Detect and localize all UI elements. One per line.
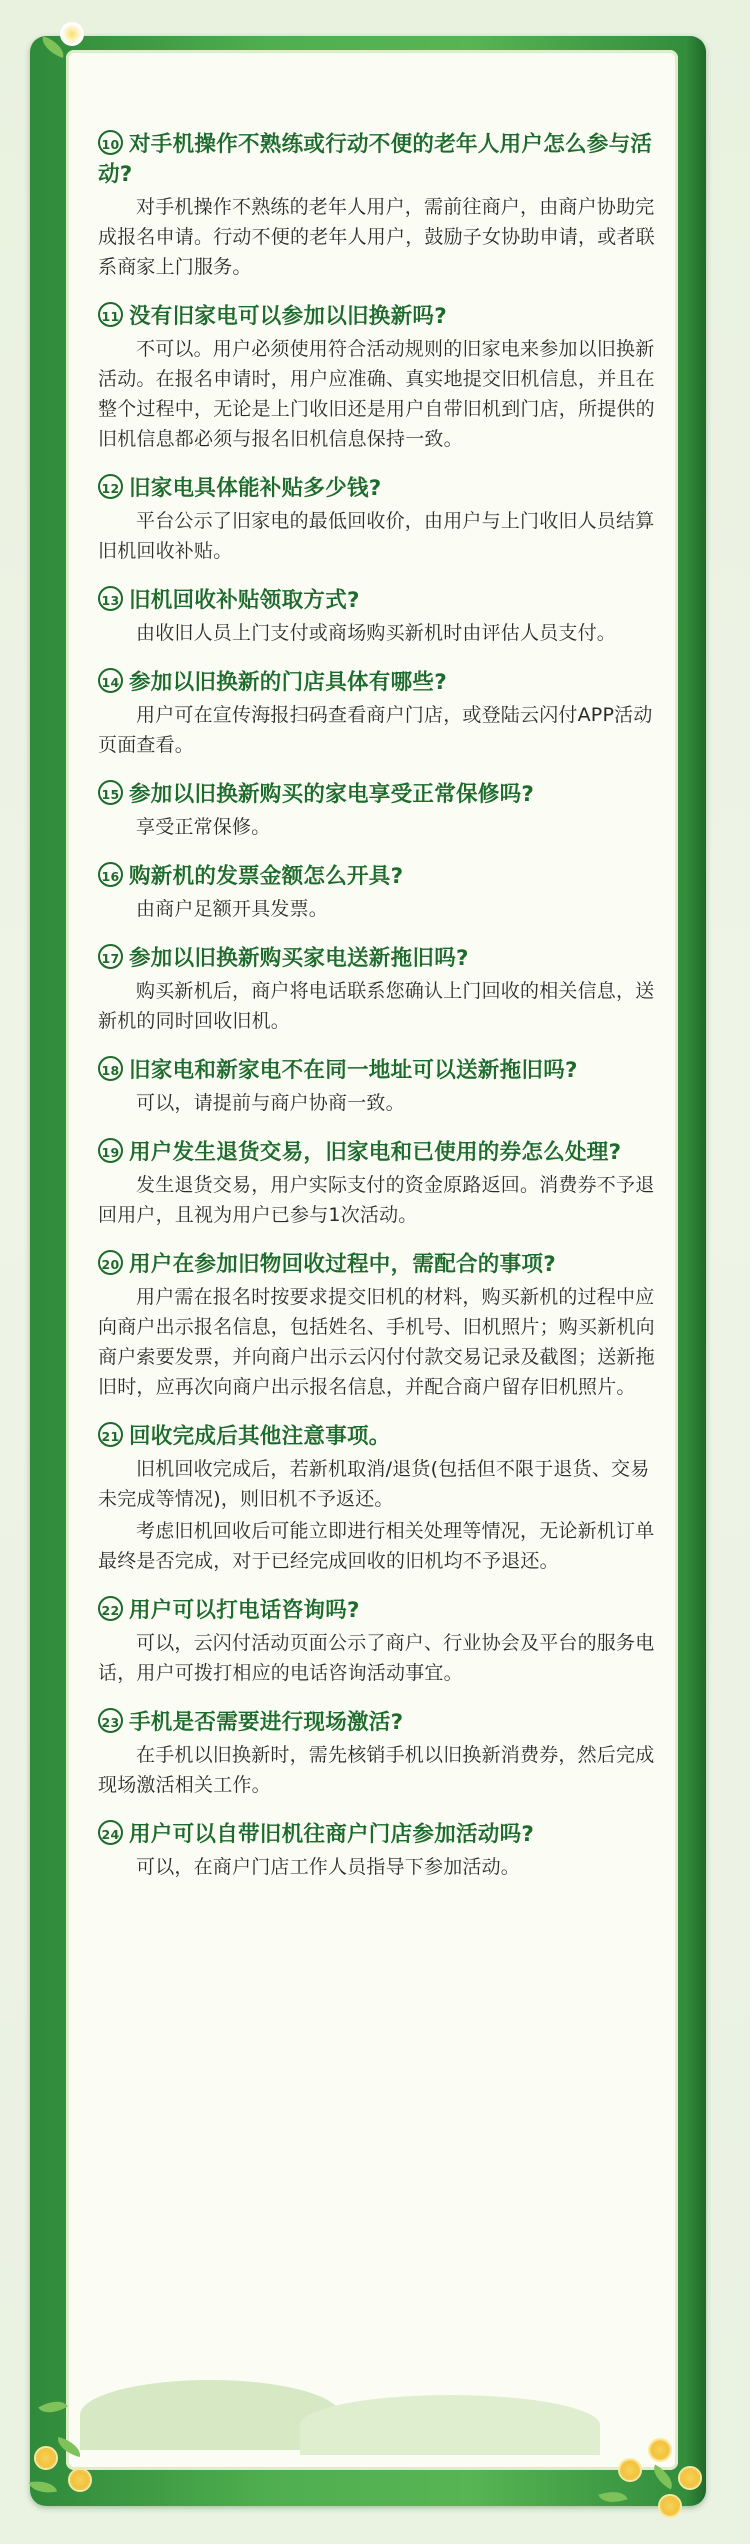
faq-item bbox=[98, 1708, 666, 1800]
question-text: 购新机的发票金额怎么开具? bbox=[129, 864, 404, 889]
faq-item bbox=[98, 1596, 666, 1688]
faq-item bbox=[98, 1138, 666, 1230]
faq-answer: 不可以。用户必须使用符合活动规则的旧家电来参加以旧换新活动。在报名申请时，用户应准确、真实地提交旧机信息，并且在整个过程中，无论是上门收旧还是用户自带旧机到门店，所提供的旧机信息都必须与报名旧机信息保持一致。 bbox=[98, 338, 655, 450]
faq-question bbox=[98, 780, 666, 810]
question-number-badge: 20 bbox=[98, 1250, 123, 1275]
board-shadow bbox=[686, 36, 706, 2506]
question-number-badge: 19 bbox=[98, 1138, 123, 1163]
question-number-badge: 22 bbox=[98, 1596, 123, 1621]
question-number-badge: 18 bbox=[98, 1056, 123, 1081]
yellow-flower-icon bbox=[70, 2470, 90, 2490]
faq-question bbox=[98, 862, 666, 892]
question-number-badge: 14 bbox=[98, 668, 123, 693]
faq-answer: 平台公示了旧家电的最低回收价，由用户与上门收旧人员结算旧机回收补贴。 bbox=[98, 510, 655, 562]
faq-question bbox=[98, 1056, 666, 1086]
faq-question bbox=[98, 1820, 666, 1850]
question-text: 旧家电具体能补贴多少钱? bbox=[129, 476, 382, 501]
faq-item bbox=[98, 780, 666, 842]
top-flower-icon bbox=[60, 22, 84, 46]
faq-item bbox=[98, 668, 666, 760]
faq-question bbox=[98, 944, 666, 974]
faq-item bbox=[98, 1250, 666, 1402]
question-text: 用户在参加旧物回收过程中，需配合的事项? bbox=[129, 1252, 556, 1277]
yellow-flower-icon bbox=[680, 2468, 700, 2488]
question-text: 参加以旧换新购买的家电享受正常保修吗? bbox=[129, 782, 535, 807]
faq-question bbox=[98, 474, 666, 504]
faq-item bbox=[98, 302, 666, 454]
question-text: 参加以旧换新的门店具体有哪些? bbox=[129, 670, 447, 695]
faq-question bbox=[98, 586, 666, 616]
faq-item bbox=[98, 130, 666, 282]
question-number-badge: 12 bbox=[98, 474, 123, 499]
faq-item bbox=[98, 944, 666, 1036]
faq-answer: 在手机以旧换新时，需先核销手机以旧换新消费券，然后完成现场激活相关工作。 bbox=[98, 1744, 655, 1796]
faq-answer: 发生退货交易，用户实际支付的资金原路返回。消费券不予退回用户，且视为用户已参与1次活动。 bbox=[98, 1174, 655, 1226]
question-number-badge: 23 bbox=[98, 1708, 123, 1733]
question-number-badge: 10 bbox=[98, 130, 123, 155]
faq-item bbox=[98, 1422, 666, 1576]
question-text: 用户可以自带旧机往商户门店参加活动吗? bbox=[129, 1822, 535, 1847]
faq-answer: 可以，云闪付活动页面公示了商户、行业协会及平台的服务电话，用户可拨打相应的电话咨询活动事宜。 bbox=[98, 1632, 655, 1684]
question-number-badge: 13 bbox=[98, 586, 123, 611]
hill-decoration bbox=[300, 2395, 600, 2455]
question-number-badge: 15 bbox=[98, 780, 123, 805]
faq-question bbox=[98, 130, 666, 190]
yellow-flower-icon bbox=[620, 2460, 640, 2480]
faq-list bbox=[98, 130, 666, 1902]
faq-question bbox=[98, 1708, 666, 1738]
faq-item bbox=[98, 1056, 666, 1118]
faq-answer: 由商户足额开具发票。 bbox=[136, 898, 329, 920]
question-text: 手机是否需要进行现场激活? bbox=[129, 1710, 404, 1735]
question-number-badge: 16 bbox=[98, 862, 123, 887]
faq-question bbox=[98, 1596, 666, 1626]
faq-question bbox=[98, 302, 666, 332]
question-text: 对手机操作不熟练或行动不便的老年人用户怎么参与活动? bbox=[98, 132, 653, 187]
faq-answer: 可以，在商户门店工作人员指导下参加活动。 bbox=[136, 1856, 521, 1878]
question-number-badge: 11 bbox=[98, 302, 123, 327]
faq-question bbox=[98, 1422, 666, 1452]
faq-question bbox=[98, 1250, 666, 1280]
question-text: 回收完成后其他注意事项。 bbox=[129, 1424, 391, 1449]
faq-answer: 考虑旧机回收后可能立即进行相关处理等情况，无论新机订单最终是否完成，对于已经完成回收的旧机均不予退还。 bbox=[98, 1520, 655, 1572]
faq-answer: 购买新机后，商户将电话联系您确认上门回收的相关信息，送新机的同时回收旧机。 bbox=[98, 980, 655, 1032]
yellow-flower-icon bbox=[660, 2496, 680, 2516]
question-text: 旧家电和新家电不在同一地址可以送新拖旧吗? bbox=[129, 1058, 578, 1083]
question-number-badge: 17 bbox=[98, 944, 123, 969]
yellow-flower-icon bbox=[650, 2440, 670, 2460]
faq-item bbox=[98, 586, 666, 648]
faq-answer: 可以，请提前与商户协商一致。 bbox=[136, 1092, 405, 1114]
faq-answer: 用户需在报名时按要求提交旧机的材料，购买新机的过程中应向商户出示报名信息，包括姓名、手机号、旧机照片；购买新机向商户索要发票，并向商户出示云闪付付款交易记录及截图；送新拖旧时，应再次向商户出示报名信息，并配合商户留存旧机照片。 bbox=[98, 1286, 655, 1398]
faq-answer: 由收旧人员上门支付或商场购买新机时由评估人员支付。 bbox=[136, 622, 617, 644]
question-number-badge: 24 bbox=[98, 1820, 123, 1845]
faq-item bbox=[98, 862, 666, 924]
faq-question bbox=[98, 1138, 666, 1168]
question-text: 参加以旧换新购买家电送新拖旧吗? bbox=[129, 946, 469, 971]
question-text: 用户可以打电话咨询吗? bbox=[129, 1598, 360, 1623]
question-text: 用户发生退货交易，旧家电和已使用的券怎么处理? bbox=[129, 1140, 622, 1165]
question-text: 没有旧家电可以参加以旧换新吗? bbox=[129, 304, 447, 329]
faq-answer: 享受正常保修。 bbox=[136, 816, 271, 838]
faq-answer: 对手机操作不熟练的老年人用户，需前往商户，由商户协助完成报名申请。行动不便的老年人用户，鼓励子女协助申请，或者联系商家上门服务。 bbox=[98, 196, 655, 278]
faq-item bbox=[98, 1820, 666, 1882]
faq-answer: 旧机回收完成后，若新机取消/退货(包括但不限于退货、交易未完成等情况)，则旧机不予返还。 bbox=[98, 1458, 650, 1510]
faq-answer: 用户可在宣传海报扫码查看商户门店，或登陆云闪付APP活动页面查看。 bbox=[98, 704, 653, 756]
yellow-flower-icon bbox=[36, 2448, 56, 2468]
question-number-badge: 21 bbox=[98, 1422, 123, 1447]
faq-item bbox=[98, 474, 666, 566]
faq-question bbox=[98, 668, 666, 698]
question-text: 旧机回收补贴领取方式? bbox=[129, 588, 360, 613]
